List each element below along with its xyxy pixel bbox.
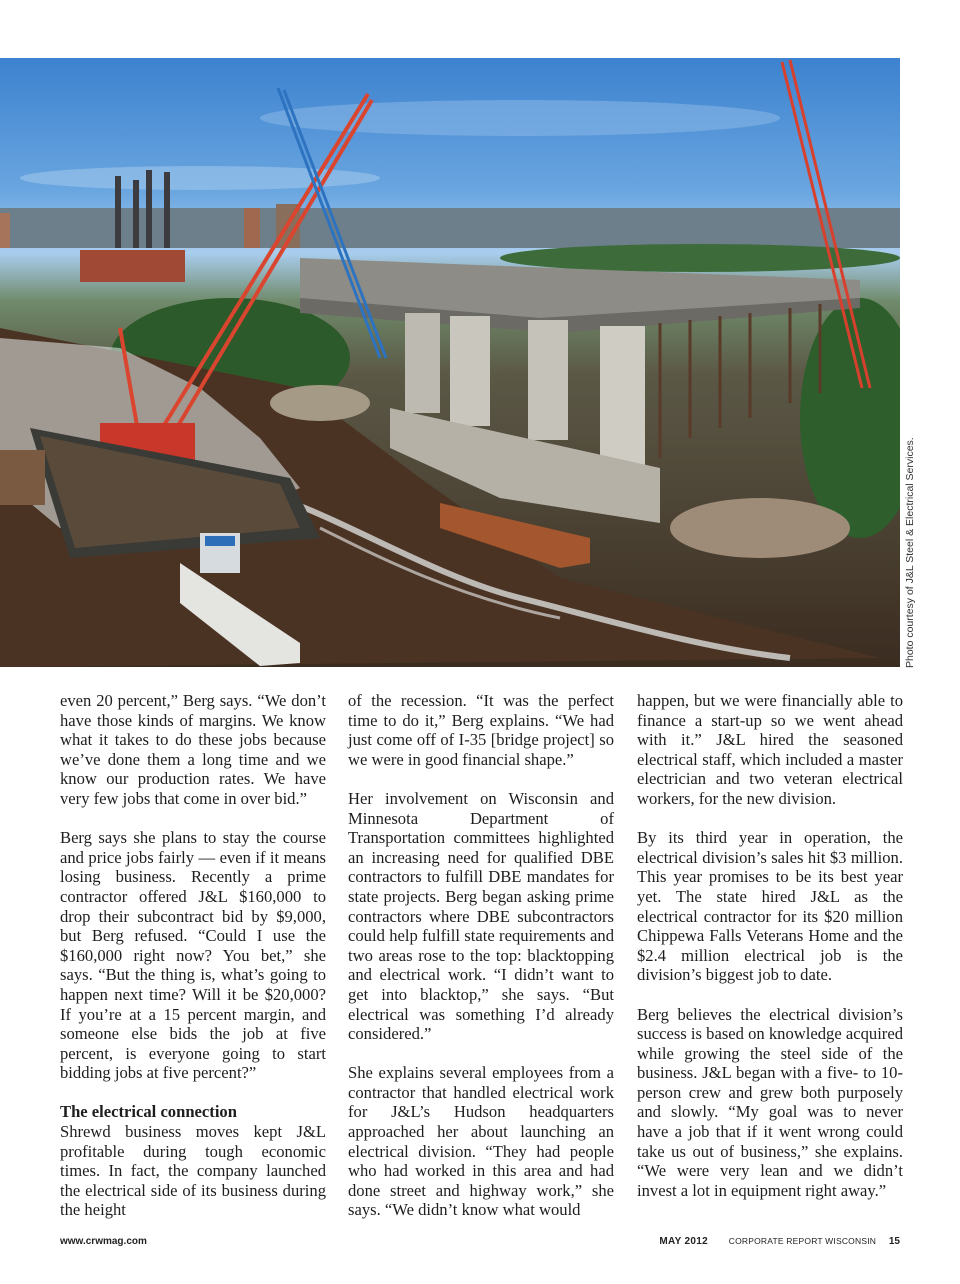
- subheading: The electrical connection: [60, 1102, 237, 1122]
- page-number: 15: [888, 1236, 900, 1247]
- paragraph: She explains several employees from a contractor that handled electrical work for J&L’s Hudson headquarters approached her about launching an electrical division. “They had people who had worked in this area and had done street and highway work,” she says. “We didn’t know what would: [348, 1063, 614, 1220]
- paragraph: even 20 percent,” Berg says. “We don’t have those kinds of margins. We know what it takes to do these jobs because we’ve done them a long time and we know our production rates. We have very few jobs that come in over bid.”: [60, 691, 326, 808]
- page-footer: [60, 1236, 900, 1252]
- issue-date: MAY 2012: [659, 1236, 708, 1247]
- photo-credit: Photo courtesy of J&L Steel & Electrical Services.: [904, 437, 916, 668]
- paragraph: Shrewd business moves kept J&L profitable during tough economic times. In fact, the company launched the electrical side of its business during the height: [60, 1122, 326, 1220]
- magazine-name: CORPORATE REPORT WISCONSIN: [728, 1236, 877, 1246]
- paragraph: Berg believes the electrical division’s success is based on knowledge acquired while growing the steel side of the business. J&L began with a five- to 10-person crew and grew both purposely and slowly. “My goal was to never have a job that if it went wrong could take us out of business,” she explains. “We were very lean and we didn’t invest a lot in equipment right away.”: [637, 1004, 903, 1200]
- paragraph: of the recession. “It was the perfect time to do it,” Berg explains. “We had just come off of I-35 [bridge project] so we were in good financial shape.”: [348, 691, 614, 769]
- article-column-1: [60, 691, 326, 1220]
- article-column-3: [637, 691, 903, 1200]
- paragraph: By its third year in operation, the electrical division’s sales hit $3 million. This year promises to be its best year yet. The state hired J&L as the electrical contractor for its $20 million Chippewa Falls Veterans Home and the $2.4 million electrical job is the division’s biggest job to date.: [637, 828, 903, 985]
- paragraph: Her involvement on Wisconsin and Minnesota Department of Transportation committees highlighted an increasing need for qualified DBE contractors to fulfill DBE mandates for state projects. Berg began asking prime contractors where DBE subcontractors could help fulfill state requirements and two areas rose to the top: blacktopping and electrical work. “I didn’t want to get into blacktop,” she says. “But electrical was something I’d already considered.”: [348, 788, 614, 1044]
- paragraph: happen, but we were financially able to finance a start-up so we went ahead with it.” J&L hired the seasoned electrical staff, which included a master electrician and two veteran electrical workers, for the new division.: [637, 691, 903, 808]
- bridge-construction-photo: [0, 58, 900, 667]
- website-link[interactable]: www.crwmag.com: [60, 1236, 147, 1247]
- article-column-2: [348, 691, 614, 1220]
- paragraph: Berg says she plans to stay the course and price jobs fairly — even if it means losing business. Recently a prime contractor offered J&L $160,000 to drop their subcontract bid by $9,000, but Berg refused. “Could I use the $160,000 right now? You bet,” she says. “But the thing is, what’s going to happen next time? Will it be $20,000? If you’re at a 15 percent margin, and someone else bids the job at five percent, is everyone going to start bidding jobs at five percent?”: [60, 828, 326, 1083]
- footer-right: [659, 1236, 900, 1247]
- photo-illustration: [0, 58, 900, 667]
